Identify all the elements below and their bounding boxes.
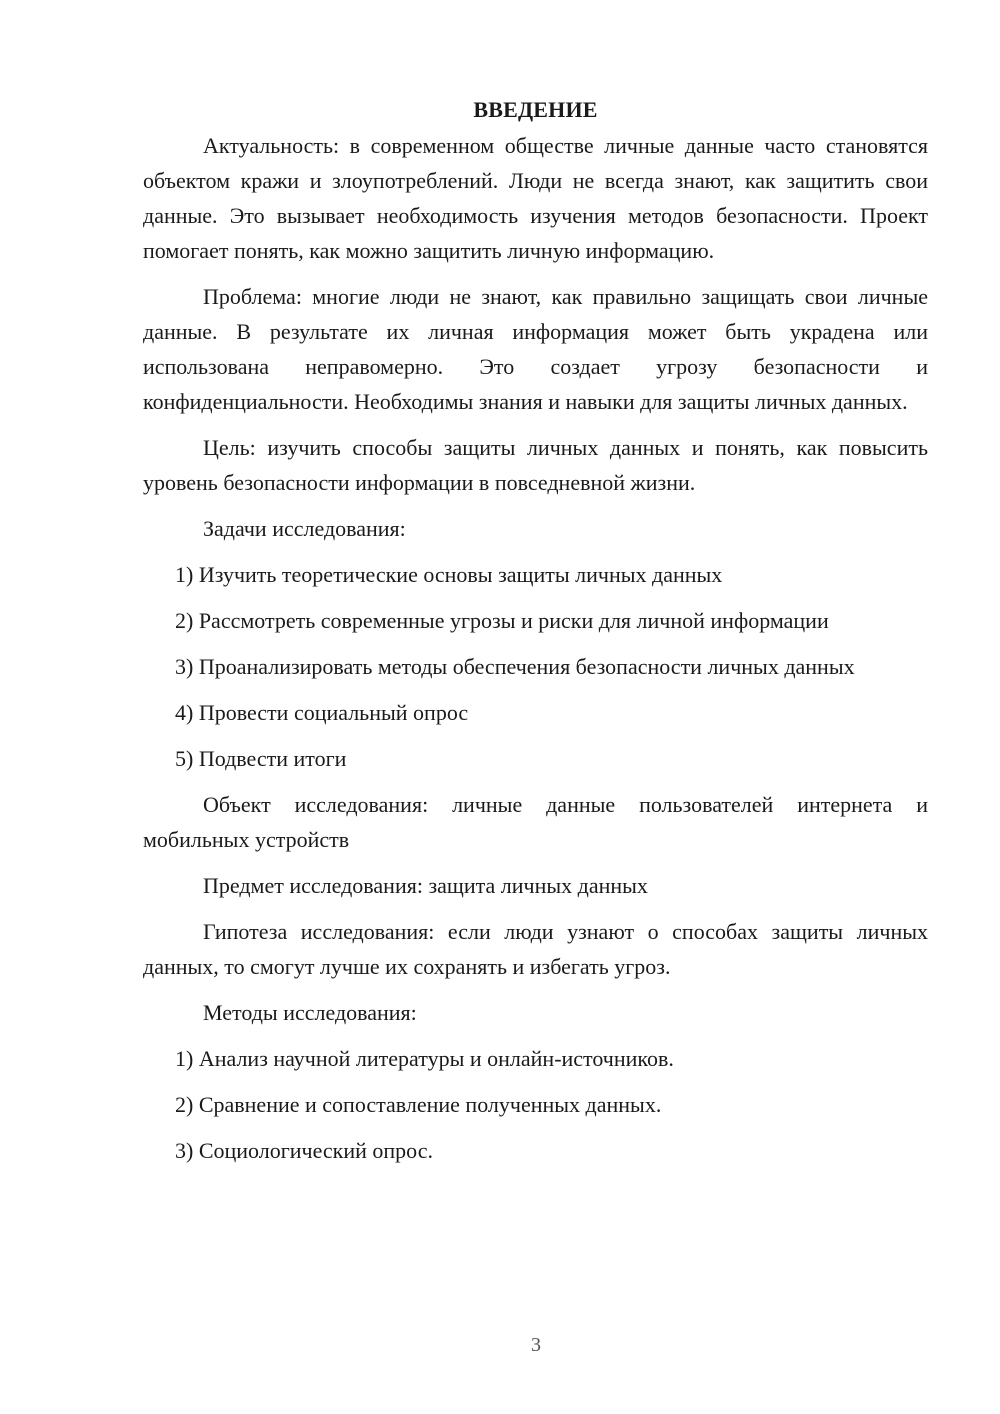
- task-item-2: 2) Рассмотреть современные угрозы и риски для личной информации: [175, 608, 829, 633]
- tasks-heading: Задачи исследования:: [203, 516, 406, 541]
- task-item-3: 3) Проанализировать методы обеспечения безопасности личных данных: [175, 654, 855, 679]
- method-item-2: 2) Сравнение и сопоставление полученных данных.: [175, 1092, 662, 1117]
- task-item-4: 4) Провести социальный опрос: [175, 700, 469, 725]
- task-item-5: 5) Подвести итоги: [175, 746, 347, 771]
- hypothesis-paragraph: Гипотеза исследования: если люди узнают о способах защиты личных данных, то смогут лучше их сохранять и избегать угроз.: [143, 919, 928, 979]
- page-number: 3: [531, 1334, 541, 1356]
- document-page: [143, 92, 928, 1179]
- method-item-1: 1) Анализ научной литературы и онлайн-источников.: [175, 1046, 674, 1071]
- methods-heading: Методы исследования:: [203, 1000, 417, 1025]
- relevance-paragraph: Актуальность: в современном обществе личные данные часто становятся объектом кражи и злоупотреблений. Люди не всегда знают, как защитить свои данные. Это вызывает необходимость изучения методов безопасности. Проект помогает понять, как можно защитить личную информацию.: [143, 133, 928, 263]
- task-item-1: 1) Изучить теоретические основы защиты личных данных: [175, 562, 723, 587]
- object-paragraph: Объект исследования: личные данные пользователей интернета и мобильных устройств: [143, 792, 928, 852]
- subject-paragraph: Предмет исследования: защита личных данных: [203, 873, 648, 898]
- page-title: ВВЕДЕНИЕ: [473, 97, 598, 122]
- problem-paragraph: Проблема: многие люди не знают, как правильно защищать свои личные данные. В результате их личная информация может быть украдена или использована неправомерно. Это создает угрозу безопасности и конфиденциальности. Необходимы знания и навыки для защиты личных данных.: [143, 284, 928, 414]
- goal-paragraph: Цель: изучить способы защиты личных данных и понять, как повысить уровень безопасности информации в повседневной жизни.: [143, 435, 928, 495]
- method-item-3: 3) Социологический опрос.: [175, 1138, 433, 1163]
